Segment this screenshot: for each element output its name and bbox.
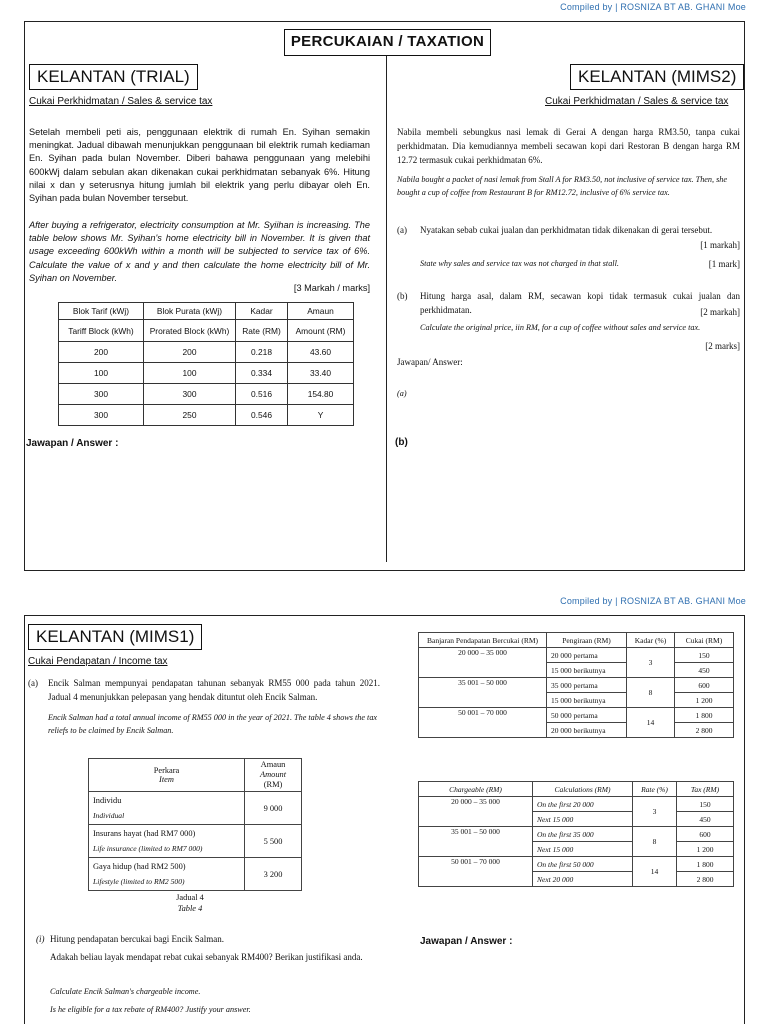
tax-amount: 1 800 (675, 708, 734, 723)
question-a-marks-malay: [1 markah] (700, 240, 740, 250)
tax-range: 20 000 – 35 000 (419, 797, 533, 827)
tax-calc: On the first 20 000 (533, 797, 633, 812)
right-paragraph-malay: Nabila membeli sebungkus nasi lemak di Gerai A dengan harga RM3.50, tanpa cukai perkhidmatan. Dia kemudiannya membeli secawan kopi dari Restoran B dengan harga RM 12.72 termasuk cukai perkhidmatan 6%. (397, 127, 740, 165)
right-answer-label: Jawapan/ Answer: (397, 357, 463, 367)
relief-item-malay: Gaya hidup (had RM2 500) (93, 862, 186, 871)
tax-calc: Next 15 000 (533, 842, 633, 857)
right-panel-subtitle: Cukai Perkhidmatan / Sales & service tax (545, 96, 729, 107)
relief-amount: 3 200 (245, 858, 302, 891)
relief-head-amount-malay: Amaun (260, 760, 286, 769)
tax-amount: 1 800 (677, 857, 734, 872)
table-header-row (419, 633, 734, 648)
sub-question-english-1: Calculate Encik Salman's chargeable income. (50, 987, 201, 996)
tax-table-malay (418, 632, 734, 738)
tax-range: 35 001 – 50 000 (419, 827, 533, 857)
tax-rate: 3 (633, 797, 677, 827)
table-header-cell: Calculations (RM) (533, 782, 633, 797)
table-header-cell: Blok Tarif (kWj) (59, 303, 144, 320)
tax-calc: 15 000 berikutnya (547, 693, 627, 708)
right-panel-label: KELANTAN (MIMS2) (570, 64, 744, 90)
table-cell: 0.334 (236, 363, 288, 384)
question-a-malay: Nyatakan sebab cukai jualan dan perkhidmatan tidak dikenakan di gerai tersebut. (420, 225, 713, 235)
credit-top: Compiled by | ROSNIZA BT AB. GHANI Moe (560, 2, 746, 12)
tax-range: 50 001 – 70 000 (419, 708, 547, 738)
tax-amount: 1 200 (677, 842, 734, 857)
table-row (89, 792, 302, 825)
tax-calc: 50 000 pertama (547, 708, 627, 723)
tax-amount: 2 800 (677, 872, 734, 887)
relief-head-item-malay: Perkara (153, 766, 180, 775)
relief-item-english: Life insurance (limited to RM7 000) (93, 844, 203, 853)
question-b-malay: Hitung harga asal, dalam RM, secawan kopi tidak termasuk cukai jualan dan perkhidmatan. (420, 291, 740, 315)
tax-amount: 600 (675, 678, 734, 693)
bottom-panel-label: KELANTAN (MIMS1) (28, 624, 202, 650)
table-header-cell: Chargeable (RM) (419, 782, 533, 797)
table-header-cell: Kadar (236, 303, 288, 320)
table-header-cell: Banjaran Pendapatan Bercukai (RM) (419, 633, 547, 648)
tax-range: 20 000 – 35 000 (419, 648, 547, 678)
column-divider (386, 56, 387, 562)
tax-table-english (418, 781, 734, 887)
table-cell: 300 (144, 384, 236, 405)
table-row (419, 648, 734, 663)
table-cell (89, 792, 245, 825)
relief-head-amount-english: Amount (259, 770, 287, 779)
tax-calc: Next 20 000 (533, 872, 633, 887)
tax-rate: 14 (627, 708, 675, 738)
sub-question-malay-2: Adakah beliau layak mendapat rebat cukai sebanyak RM400? Berikan justifikasi anda. (50, 952, 363, 962)
left-paragraph-english: After buying a refrigerator, electricity consumption at Mr. Syiihan is increasing. The table below shows Mr. Syihan's home electricity bill in November. It is given that usage exceeding 600kWh within a month will be subjected to service tax of 6%. Calculate the value of x and y and then calculate the home electricity bill of Mr. Syihan on November. (29, 220, 370, 283)
tax-calc: 20 000 pertama (547, 648, 627, 663)
table-row (59, 363, 354, 384)
table-cell: 200 (59, 342, 144, 363)
table-cell: 33.40 (288, 363, 354, 384)
table-header-cell: Amount (RM) (288, 320, 354, 342)
tax-calc: 15 000 berikutnya (547, 663, 627, 678)
table-header-cell: Rate (RM) (236, 320, 288, 342)
table-header-row (59, 320, 354, 342)
relief-caption-malay: Jadual 4 (176, 893, 204, 902)
tax-rate: 8 (627, 678, 675, 708)
tax-amount: 150 (677, 797, 734, 812)
table-cell: 154.80 (288, 384, 354, 405)
tax-rate: 14 (633, 857, 677, 887)
credit-bottom: Compiled by | ROSNIZA BT AB. GHANI Moe (560, 596, 746, 606)
table-cell (89, 825, 245, 858)
tax-amount: 1 200 (675, 693, 734, 708)
question-b-label: (b) (397, 291, 408, 301)
table-cell: 100 (144, 363, 236, 384)
left-answer-label: Jawapan / Answer : (26, 438, 119, 449)
left-panel-subtitle: Cukai Perkhidmatan / Sales & service tax (29, 96, 213, 107)
table-header-cell: Prorated Block (kWh) (144, 320, 236, 342)
answer-a-label: (a) (397, 389, 407, 398)
tax-amount: 600 (677, 827, 734, 842)
table-row (59, 384, 354, 405)
tax-calc: On the first 35 000 (533, 827, 633, 842)
electricity-bill-table (58, 302, 354, 426)
table-cell: 0.546 (236, 405, 288, 426)
sub-question-label: (i) (36, 934, 45, 944)
table-header-row (89, 759, 302, 792)
relief-amount: 9 000 (245, 792, 302, 825)
table-cell: 300 (59, 384, 144, 405)
relief-caption-english: Table 4 (177, 904, 203, 913)
table-header-cell: Pengiraan (RM) (547, 633, 627, 648)
table-header-cell: Tax (RM) (677, 782, 734, 797)
table-row (419, 857, 734, 872)
question-a-marks-english: [1 mark] (708, 259, 740, 269)
table-row (419, 678, 734, 693)
table-row (89, 825, 302, 858)
relief-item-english: Individual (93, 811, 125, 820)
tax-rate: 3 (627, 648, 675, 678)
relief-head-item-english: Item (159, 775, 174, 784)
tax-calc: Next 15 000 (533, 812, 633, 827)
tax-amount: 450 (675, 663, 734, 678)
right-paragraph-english: Nabila bought a packet of nasi lemak from Stall A for RM3.50, not inclusive of service tax. Then, she bought a cup of coffee from Restaurant B for RM12.72, inclusive of 6% service tax. (397, 175, 728, 197)
table-row (419, 827, 734, 842)
page-title: PERCUKAIAN / TAXATION (284, 29, 491, 56)
table-header-cell: Cukai (RM) (675, 633, 734, 648)
left-marks: [3 Markah / marks] (293, 283, 370, 293)
relief-table (88, 758, 302, 891)
tax-range: 50 001 – 70 000 (419, 857, 533, 887)
table-cell: 43.60 (288, 342, 354, 363)
tax-amount: 150 (675, 648, 734, 663)
left-panel-label: KELANTAN (TRIAL) (29, 64, 198, 90)
table-cell: 250 (144, 405, 236, 426)
bottom-question-label: (a) (28, 678, 38, 688)
table-row (419, 797, 734, 812)
question-b-english: Calculate the original price, iin RM, for a cup of coffee without sales and service tax. (420, 323, 701, 332)
table-cell: 0.516 (236, 384, 288, 405)
relief-head-amount (245, 759, 302, 792)
relief-head-item (89, 759, 245, 792)
answer-b-label: (b) (395, 437, 408, 448)
question-a-english: State why sales and service tax was not charged in that stall. (420, 259, 619, 268)
table-cell: 200 (144, 342, 236, 363)
table-header-cell: Amaun (288, 303, 354, 320)
sub-question-english-2: Is he eligible for a tax rebate of RM400? Justify your answer. (50, 1005, 251, 1014)
table-header-cell: Rate (%) (633, 782, 677, 797)
bottom-panel-subtitle: Cukai Pendapatan / Income tax (28, 656, 168, 667)
table-header-row (419, 782, 734, 797)
table-row (59, 342, 354, 363)
relief-amount: 5 500 (245, 825, 302, 858)
question-b-marks-malay: [2 markah] (700, 307, 740, 317)
table-cell (89, 858, 245, 891)
relief-head-amount-unit: (RM) (263, 780, 283, 789)
table-header-cell: Blok Purata (kWj) (144, 303, 236, 320)
tax-amount: 450 (677, 812, 734, 827)
table-header-row (59, 303, 354, 320)
sub-question-malay-1: Hitung pendapatan bercukai bagi Encik Salman. (50, 934, 224, 944)
tax-calc: On the first 50 000 (533, 857, 633, 872)
table-cell: Y (288, 405, 354, 426)
relief-item-malay: Individu (93, 796, 122, 805)
tax-calc: 35 000 pertama (547, 678, 627, 693)
tax-calc: 20 000 berikutnya (547, 723, 627, 738)
relief-item-malay: Insurans hayat (had RM7 000) (93, 829, 196, 838)
table-row (89, 858, 302, 891)
tax-rate: 8 (633, 827, 677, 857)
table-header-cell: Tariff Block (kWh) (59, 320, 144, 342)
question-a-label: (a) (397, 225, 407, 235)
table-cell: 300 (59, 405, 144, 426)
bottom-answer-label: Jawapan / Answer : (420, 936, 513, 947)
question-b-marks-english: [2 marks] (705, 341, 740, 351)
tax-range: 35 001 – 50 000 (419, 678, 547, 708)
table-row (59, 405, 354, 426)
table-header-cell: Kadar (%) (627, 633, 675, 648)
relief-item-english: Lifestyle (limited to RM2 500) (93, 877, 185, 886)
left-paragraph-malay: Setelah membeli peti ais, penggunaan elektrik di rumah En. Syihan semakin meningkat. Jadual dibawah menunjukkan penggunaan bil elektrik rumah kediaman En. Syihan pada bulan November. Diberi bahawa penggunaan yang melebihi 600kWj dalam sebulan akan dikenakan cukai perkhidmatan sebanyak 6%. Hitung nilai x dan y seterusnya hitung jumlah bil elektrik yang perlu dibayar oleh En. Syihan pada bulan November tersebut. (29, 127, 370, 204)
table-row (419, 708, 734, 723)
bottom-paragraph-malay: Encik Salman mempunyai pendapatan tahunan sebanyak RM55 000 pada tahun 2021. Jadual 4 menunjukkan pelepasan yang hendak dituntut oleh Encik Salman. (48, 678, 380, 702)
bottom-paragraph-english: Encik Salman had a total annual income of RM55 000 in the year of 2021. The table 4 shows the tax reliefs to be claimed by Encik Salman. (48, 713, 378, 735)
tax-amount: 2 800 (675, 723, 734, 738)
table-cell: 100 (59, 363, 144, 384)
table-cell: 0.218 (236, 342, 288, 363)
